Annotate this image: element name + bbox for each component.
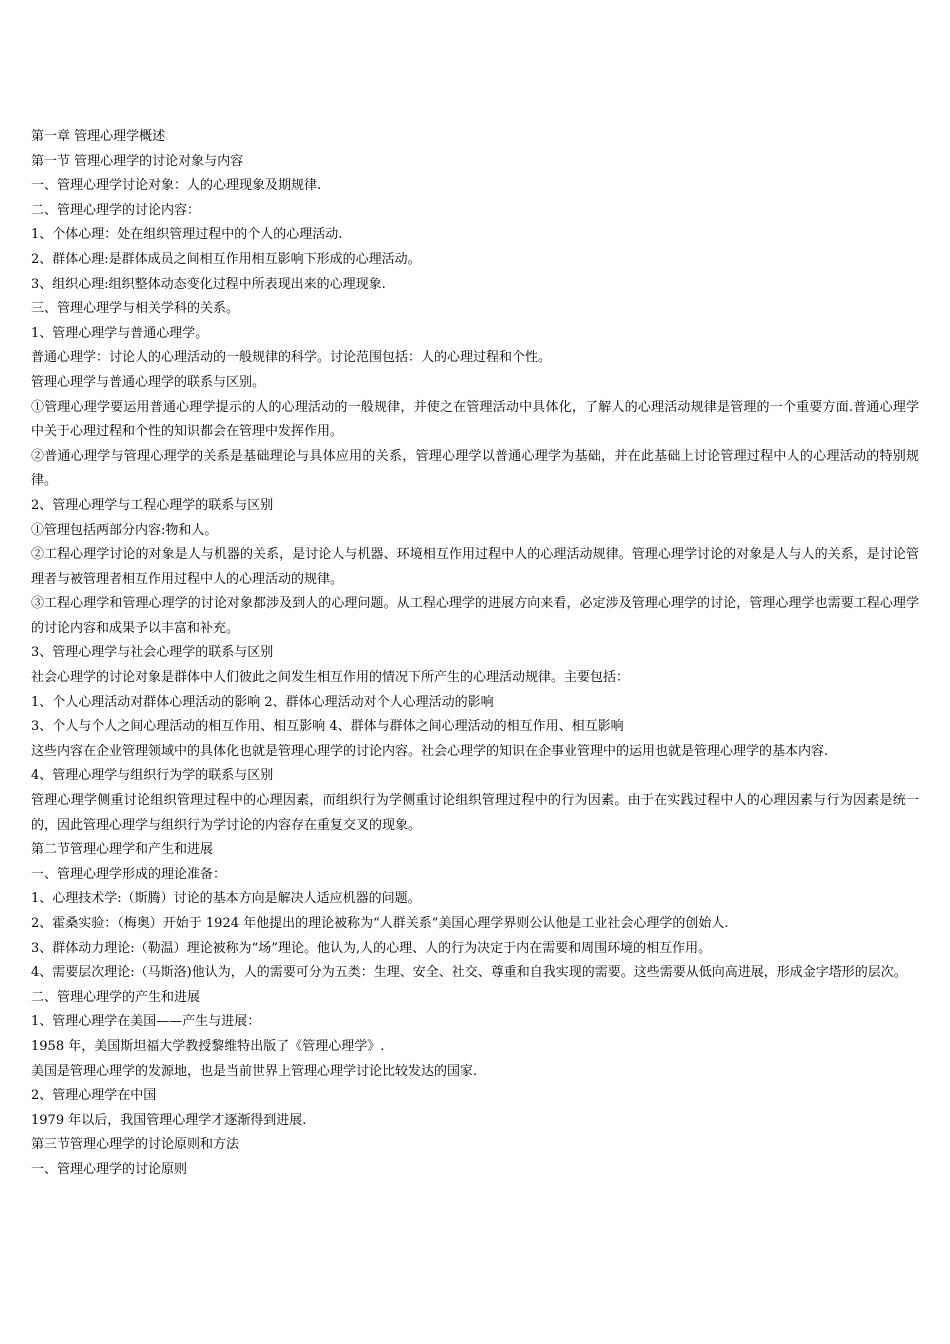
- list-item: 3、组织心理:组织整体动态变化过程中所表现出来的心理现象.: [31, 276, 386, 292]
- list-item: 1、个人心理活动对群体心理活动的影响 2、群体心理活动对个人心理活动的影响: [31, 694, 494, 710]
- paragraph: 社会心理学的讨论对象是群体中人们彼此之间发生相互作用的情况下所产生的心理活动规律。主要包括：: [31, 670, 630, 686]
- list-item: 2、管理心理学与工程心理学的联系与区别: [31, 497, 274, 513]
- list-item: 2、管理心理学在中国: [31, 1088, 157, 1104]
- paragraph: 1958 年，美国斯坦福大学教授黎维特出版了《管理心理学》.: [31, 1038, 385, 1054]
- paragraph: 二、管理心理学的产生和进展: [31, 989, 201, 1005]
- list-item: 3、管理心理学与社会心理学的联系与区别: [31, 645, 274, 661]
- paragraph: 管理心理学与普通心理学的联系与区别。: [31, 374, 266, 390]
- list-item: 2、群体心理:是群体成员之间相互作用相互影响下形成的心理活动。: [31, 251, 421, 267]
- section-heading: 第二节管理心理学和产生和进展: [31, 842, 214, 858]
- section-heading: 第三节管理心理学的讨论原则和方法: [31, 1137, 240, 1153]
- paragraph: 1979 年以后，我国管理心理学才逐渐得到进展.: [31, 1112, 307, 1128]
- section-heading: 第一节 管理心理学的讨论对象与内容: [31, 153, 244, 169]
- list-item: 4、需要层次理论:（马斯洛)他认为，人的需要可分为五类：生理、安全、社交、尊重和自我实现的需要。这些需要从低向高进展，形成金字塔形的层次。: [31, 965, 907, 981]
- list-item: 1、管理心理学在美国——产生与进展：: [31, 1014, 261, 1030]
- paragraph: 美国是管理心理学的发源地，也是当前世界上管理心理学讨论比较发达的国家.: [31, 1063, 478, 1079]
- list-item: 3、个人与个人之间心理活动的相互作用、相互影响 4、群体与群体之间心理活动的相互作用、相互影响: [31, 719, 624, 735]
- list-item: 1、心理技术学:（斯腾）讨论的基本方向是解决人适应机器的问题。: [31, 891, 421, 907]
- list-item: 1、管理心理学与普通心理学。: [31, 325, 209, 341]
- paragraph: ②普通心理学与管理心理学的关系是基础理论与具体应用的关系，管理心理学以普通心理学为基础，并在此基础上讨论管理过程中人的心理活动的特别规律。: [31, 448, 919, 489]
- list-item: 1、个体心理：处在组织管理过程中的个人的心理活动.: [31, 227, 343, 243]
- paragraph: 普通心理学：讨论人的心理活动的一般规律的科学。讨论范围包括：人的心理过程和个性。: [31, 350, 552, 366]
- paragraph: 管理心理学侧重讨论组织管理过程中的心理因素，而组织行为学侧重讨论组织管理过程中的行为因素。由于在实践过程中人的心理因素与行为因素是统一的，因此管理心理学与组织行为学讨论的内容存在重复交叉的现象。: [31, 793, 919, 833]
- list-item: 2、霍桑实验：（梅奥）开始于 1924 年他提出的理论被称为“人群关系”美国心理学界则公认他是工业社会心理学的创始人.: [31, 916, 729, 931]
- paragraph: ③工程心理学和管理心理学的讨论对象都涉及到人的心理问题。从工程心理学的进展方向来看，必定涉及管理心理学的讨论，管理心理学也需要工程心理学的讨论内容和成果予以丰富和补充。: [31, 596, 919, 636]
- paragraph: 一、管理心理学的讨论原则: [31, 1161, 188, 1177]
- list-item: 4、管理心理学与组织行为学的联系与区别: [31, 768, 274, 784]
- paragraph: ①管理包括两部分内容:物和人。: [31, 522, 218, 538]
- paragraph: 这些内容在企业管理领域中的具体化也就是管理心理学的讨论内容。社会心理学的知识在企事业管理中的运用也就是管理心理学的基本内容.: [31, 743, 829, 759]
- chapter-title: 第一章 管理心理学概述: [31, 129, 166, 144]
- paragraph: 一、管理心理学讨论对象：人的心理现象及期规律.: [31, 178, 322, 194]
- paragraph: 二、管理心理学的讨论内容：: [31, 202, 201, 218]
- paragraph: 三、管理心理学与相关学科的关系。: [31, 301, 240, 317]
- paragraph: ①管理心理学要运用普通心理学提示的人的心理活动的一般规律，并使之在管理活动中具体化，了解人的心理活动规律是管理的一个重要方面.普通心理学中关于心理过程和个性的知识都会在管理中发挥作用。: [31, 399, 919, 440]
- paragraph: 一、管理心理学形成的理论准备：: [31, 866, 227, 882]
- list-item: 3、群体动力理论:（勒温）理论被称为“场”理论。他认为,人的心理、人的行为决定于内在需要和周围环境的相互作用。: [31, 940, 712, 956]
- paragraph: ②工程心理学讨论的对象是人与机器的关系，是讨论人与机器、环境相互作用过程中人的心理活动规律。管理心理学讨论的对象是人与人的关系，是讨论管理者与被管理者相互作用过程中人的心理活动的规律。: [31, 547, 919, 587]
- document-page: [31, 125, 919, 1183]
